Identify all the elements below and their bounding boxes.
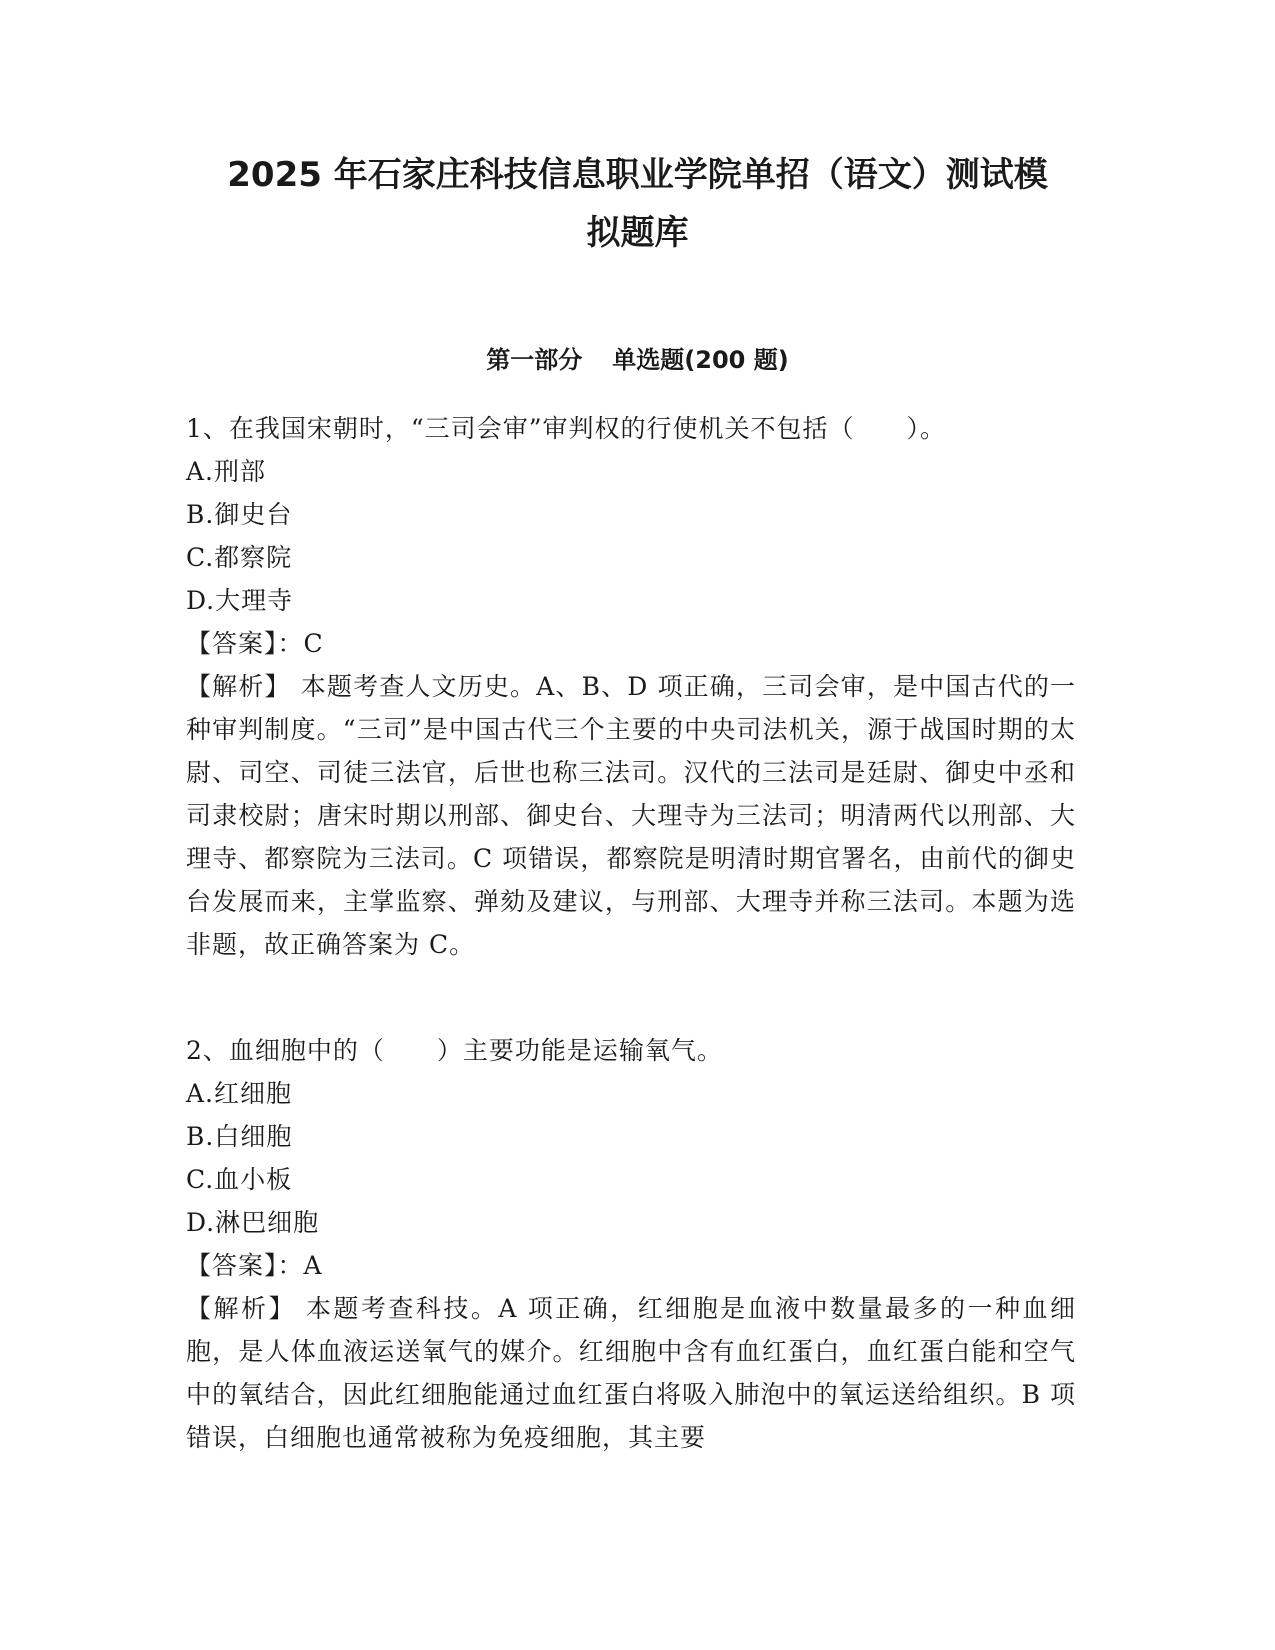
answer-line — [186, 622, 1076, 665]
answer-label: 【答案】： — [186, 629, 304, 658]
question-1 — [186, 407, 1076, 966]
document-title-line-2: 拟题库 — [586, 213, 689, 253]
answer-value: A — [303, 1251, 323, 1280]
answer-value: C — [303, 629, 324, 658]
option-b: B.白细胞 — [186, 1122, 293, 1151]
option-b: B.御史台 — [186, 500, 293, 529]
option-d: D.淋巴细胞 — [186, 1208, 320, 1237]
analysis-label: 【解析】 — [186, 1294, 296, 1323]
document-title — [170, 146, 1105, 262]
analysis-text: 本题考查科技。A 项正确，红细胞是血液中数量最多的一种血细胞，是人体血液运送氧气的媒介。红细胞中含有血红蛋白，血红蛋白能和空气中的氧结合，因此红细胞能通过血红蛋白将吸入肺泡中的氧运送给组织。B 项错误，白细胞也通常被称为免疫细胞，其主要 — [186, 1294, 1076, 1452]
answer-line — [186, 1244, 1076, 1287]
question-stem: 2、血细胞中的（ ）主要功能是运输氧气。 — [186, 1036, 723, 1065]
question-2 — [186, 1029, 1076, 1459]
analysis-text: 本题考查人文历史。A、B、D 项正确，三司会审，是中国古代的一种审判制度。“三司”是中国古代三个主要的中央司法机关，源于战国时期的太尉、司空、司徒三法官，后世也称三法司。汉代的三法司是廷尉、御史中丞和司隶校尉；唐宋时期以刑部、御史台、大理寺为三法司；明清两代以刑部、大理寺、都察院为三法司。C 项错误，都察院是明清时期官署名，由前代的御史台发展而来，主掌监察、弹劾及建议，与刑部、大理寺并称三法司。本题为选非题，故正确答案为 C。 — [186, 672, 1076, 959]
question-stem: 1、在我国宋朝时，“三司会审”审判权的行使机关不包括（ ）。 — [186, 414, 946, 443]
analysis-label: 【解析】 — [186, 672, 291, 701]
option-c: C.都察院 — [186, 543, 293, 572]
analysis-block — [186, 1287, 1076, 1459]
option-c: C.血小板 — [186, 1165, 293, 1194]
answer-label: 【答案】： — [186, 1251, 304, 1280]
option-a: A.红细胞 — [186, 1079, 293, 1108]
option-a: A.刑部 — [186, 457, 267, 486]
section-name: 单选题(200 题) — [612, 346, 789, 374]
section-part: 第一部分 — [486, 346, 583, 374]
document-title-line-1: 2025 年石家庄科技信息职业学院单招（语文）测试模 — [227, 155, 1048, 195]
option-d: D.大理寺 — [186, 586, 294, 615]
section-heading — [170, 343, 1105, 377]
analysis-block — [186, 665, 1076, 966]
